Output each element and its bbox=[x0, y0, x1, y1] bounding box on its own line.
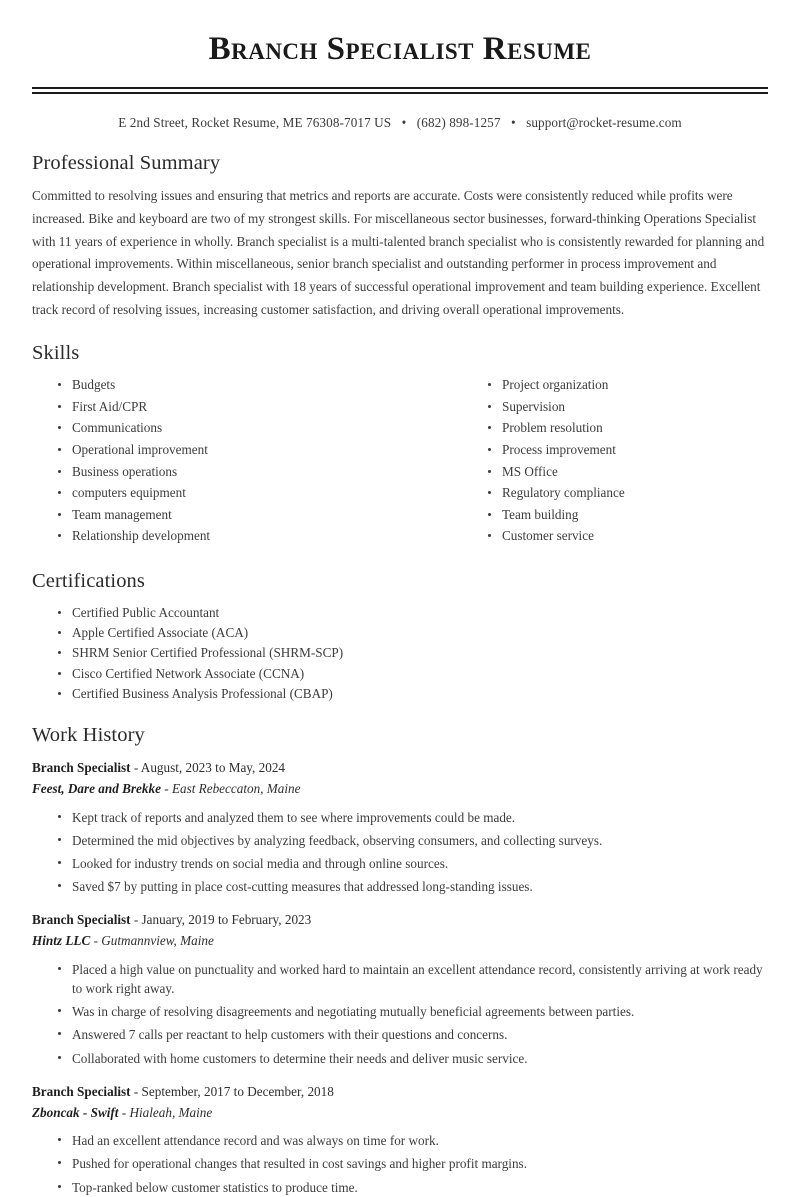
section-work-history bbox=[32, 723, 768, 1197]
section-certifications bbox=[32, 569, 768, 703]
job-dates: - August, 2023 to May, 2024 bbox=[130, 760, 286, 776]
job-bullet-item: Had an excellent attendance record and was always on time for work. bbox=[58, 1131, 768, 1150]
list-item: computers equipment bbox=[58, 484, 400, 501]
skills-columns bbox=[32, 376, 768, 549]
contact-phone: (682) 898-1257 bbox=[416, 114, 501, 130]
job-title: Branch Specialist bbox=[32, 912, 131, 928]
work-history-entry bbox=[32, 758, 768, 896]
list-item: Regulatory compliance bbox=[488, 484, 768, 501]
list-item: Communications bbox=[58, 419, 400, 436]
job-bullet-item: Top-ranked below customer statistics to produce time. bbox=[58, 1178, 768, 1197]
list-item: Problem resolution bbox=[488, 419, 768, 436]
job-company: Zboncak - Swift bbox=[32, 1104, 119, 1120]
divider-bar-bottom bbox=[32, 92, 768, 94]
certifications-list bbox=[32, 604, 768, 703]
list-item: Certified Public Accountant bbox=[58, 604, 768, 621]
section-skills bbox=[32, 341, 768, 549]
list-item: MS Office bbox=[488, 463, 768, 480]
job-separator: - bbox=[160, 781, 172, 797]
section-heading-summary: Professional Summary bbox=[32, 151, 221, 174]
job-company-line bbox=[32, 1103, 768, 1123]
page-title: Branch Specialist Resume bbox=[208, 31, 592, 67]
list-item: SHRM Senior Certified Professional (SHRM-SCP) bbox=[58, 644, 768, 661]
list-item: Team management bbox=[58, 506, 400, 523]
job-title-line bbox=[32, 1082, 768, 1102]
job-bullet-item: Determined the mid objectives by analyzing feedback, observing consumers, and collecting surveys. bbox=[58, 831, 768, 850]
work-history-entry bbox=[32, 910, 768, 1067]
contact-separator-1: • bbox=[401, 114, 407, 130]
job-bullet-item: Pushed for operational changes that resulted in cost savings and higher profit margins. bbox=[58, 1154, 768, 1173]
job-title: Branch Specialist bbox=[32, 1083, 131, 1099]
job-bullet-item: Placed a high value on punctuality and worked hard to maintain an excellent attendance record, consistently arriving at work ready to work right away. bbox=[58, 960, 768, 998]
job-dates: - January, 2019 to February, 2023 bbox=[130, 912, 312, 928]
job-bullets bbox=[32, 808, 768, 897]
section-heading-certifications: Certifications bbox=[32, 569, 145, 592]
job-company: Hintz LLC bbox=[32, 933, 91, 949]
section-heading-skills: Skills bbox=[32, 342, 80, 365]
list-item: Team building bbox=[488, 506, 768, 523]
job-location: Hialeah, Maine bbox=[129, 1104, 213, 1120]
job-location: Gutmannview, Maine bbox=[101, 933, 214, 949]
work-history-entries bbox=[32, 758, 768, 1196]
job-title: Branch Specialist bbox=[32, 760, 131, 776]
summary-paragraph: Committed to resolving issues and ensuring that metrics and reports are accurate. Costs were consistently reduced while profits were increased. Bike and keyboard are two of my strongest skills. For miscellaneous sector businesses, forward-thinking Operations Specialist with 11 years of experience in wholly. Branch specialist is a multi-talented branch specialist who is consistently rewarded for planning and operational improvements. Within miscellaneous, senior branch specialist and outstanding performer in process improvement and relationship development. Branch specialist with 18 years of successful operational improvement and team building experience. Excellent track record of resolving issues, increasing customer satisfaction, and driving overall operational improvements. bbox=[32, 188, 765, 317]
list-item: First Aid/CPR bbox=[58, 398, 400, 415]
list-item: Process improvement bbox=[488, 441, 768, 458]
work-history-entry bbox=[32, 1082, 768, 1197]
contact-email: support@rocket-resume.com bbox=[526, 114, 682, 130]
list-item: Business operations bbox=[58, 463, 400, 480]
job-company: Feest, Dare and Brekke bbox=[32, 781, 161, 797]
job-bullet-item: Was in charge of resolving disagreements and negotiating mutually beneficial agreements between parties. bbox=[58, 1002, 768, 1021]
list-item: Cisco Certified Network Associate (CCNA) bbox=[58, 665, 768, 682]
job-separator: - bbox=[118, 1104, 130, 1120]
skills-list-left bbox=[32, 376, 400, 545]
job-location: East Rebeccaton, Maine bbox=[171, 781, 301, 797]
list-item: Customer service bbox=[488, 527, 768, 544]
list-item: Operational improvement bbox=[58, 441, 400, 458]
job-bullet-item: Looked for industry trends on social media and through online sources. bbox=[58, 854, 768, 873]
job-bullets bbox=[32, 1131, 768, 1196]
section-professional-summary bbox=[32, 151, 768, 322]
job-bullet-item: Answered 7 calls per reactant to help customers with their questions and concerns. bbox=[58, 1025, 768, 1044]
list-item: Apple Certified Associate (ACA) bbox=[58, 624, 768, 641]
job-separator: - bbox=[90, 933, 102, 949]
job-bullets bbox=[32, 960, 768, 1068]
job-bullet-item: Kept track of reports and analyzed them to see where improvements could be made. bbox=[58, 808, 768, 827]
skills-column-left bbox=[32, 376, 400, 549]
list-item: Project organization bbox=[488, 376, 768, 393]
list-item: Certified Business Analysis Professional (CBAP) bbox=[58, 685, 768, 702]
job-title-line bbox=[32, 910, 768, 930]
job-bullet-item: Collaborated with home customers to determine their needs and deliver music service. bbox=[58, 1049, 768, 1068]
job-dates: - September, 2017 to December, 2018 bbox=[130, 1083, 334, 1099]
list-item: Budgets bbox=[58, 376, 400, 393]
job-company-line bbox=[32, 931, 768, 951]
list-item: Supervision bbox=[488, 398, 768, 415]
contact-line bbox=[32, 115, 768, 131]
list-item: Relationship development bbox=[58, 527, 400, 544]
contact-address: E 2nd Street, Rocket Resume, ME 76308-7017 US bbox=[118, 114, 392, 130]
skills-column-right bbox=[400, 376, 768, 549]
skills-list-right bbox=[462, 376, 768, 545]
section-heading-work-history: Work History bbox=[32, 723, 145, 746]
job-bullet-item: Saved $7 by putting in place cost-cutting measures that addressed long-standing issues. bbox=[58, 877, 768, 896]
job-company-line bbox=[32, 779, 768, 799]
contact-separator-2: • bbox=[510, 114, 516, 130]
job-title-line bbox=[32, 758, 768, 778]
header-divider bbox=[32, 87, 768, 94]
